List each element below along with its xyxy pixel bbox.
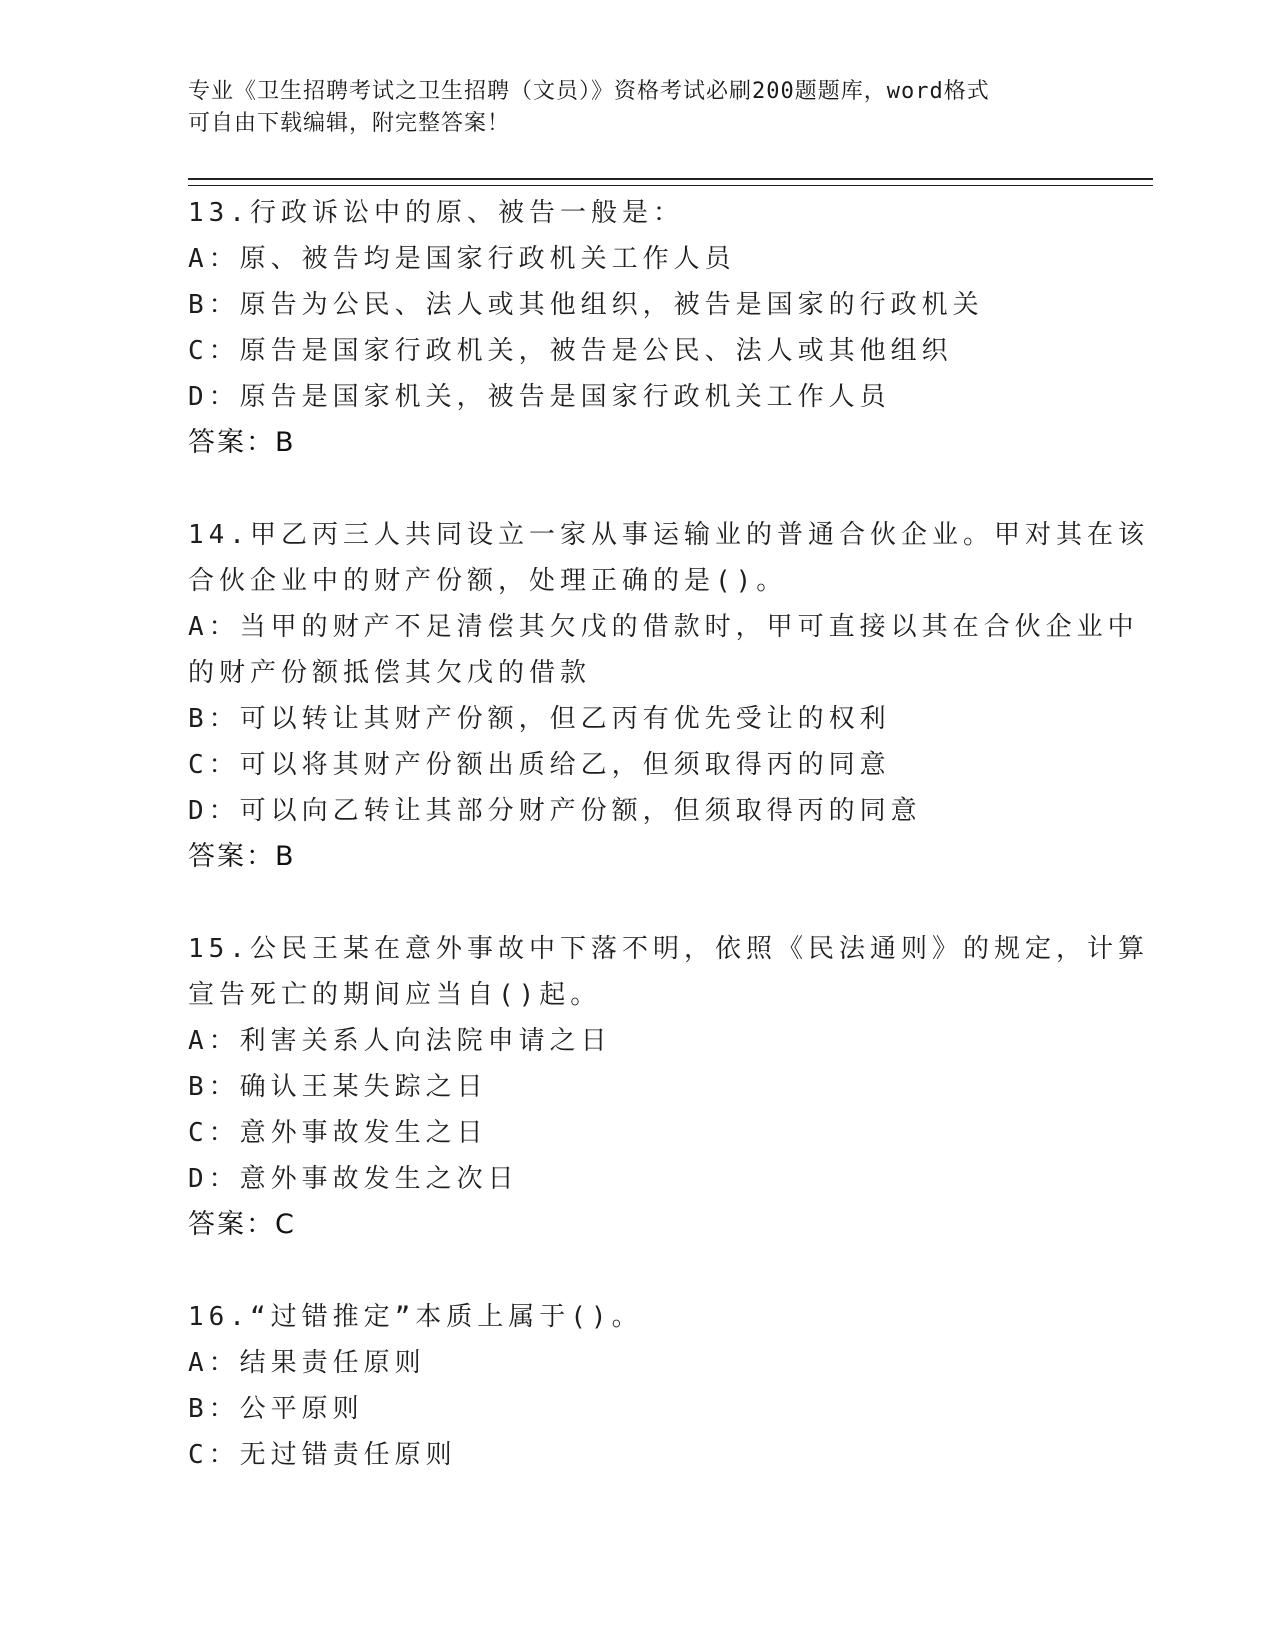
document-header	[188, 76, 1048, 140]
question-stem-line: 16.“过错推定”本质上属于()。	[188, 1302, 643, 1332]
question-option-line: A：原、被告均是国家行政机关工作人员	[188, 244, 736, 274]
question-item	[188, 512, 1149, 880]
question-option-line: C：原告是国家行政机关，被告是公民、法人或其他组织	[188, 336, 953, 366]
question-answer: 答案：B	[188, 427, 296, 458]
question-option-line: B：确认王某失踪之日	[188, 1072, 488, 1102]
question-stem-line: 宣告死亡的期间应当自()起。	[188, 980, 602, 1010]
question-option-line: 的财产份额抵偿其欠戊的借款	[188, 658, 592, 688]
question-answer: 答案：B	[188, 841, 296, 872]
question-list	[188, 190, 1149, 1524]
question-option-line: C：可以将其财产份额出质给乙，但须取得丙的同意	[188, 750, 891, 780]
question-answer: 答案：C	[188, 1209, 296, 1240]
header-line-2: 可自由下载编辑，附完整答案！	[188, 111, 511, 136]
question-stem-line: 合伙企业中的财产份额，处理正确的是()。	[188, 566, 788, 596]
question-option-line: B：公平原则	[188, 1394, 364, 1424]
question-option-line: C：意外事故发生之日	[188, 1118, 488, 1148]
question-stem-line: 15.公民王某在意外事故中下落不明，依照《民法通则》的规定，计算	[188, 934, 1149, 964]
question-option-line: C：无过错责任原则	[188, 1440, 457, 1470]
question-option-line: A：当甲的财产不足清偿其欠戊的借款时，甲可直接以其在合伙企业中	[188, 612, 1139, 642]
question-stem-line: 13.行政诉讼中的原、被告一般是：	[188, 198, 684, 228]
question-option-line: A：结果责任原则	[188, 1348, 426, 1378]
question-option-line: D：原告是国家机关，被告是国家行政机关工作人员	[188, 382, 891, 412]
document-page	[188, 0, 1158, 1650]
question-option-line: D：可以向乙转让其部分财产份额，但须取得丙的同意	[188, 796, 922, 826]
header-line-1: 专业《卫生招聘考试之卫生招聘（文员）》资格考试必刷200题题库，word格式	[188, 79, 990, 104]
question-option-line: B：可以转让其财产份额，但乙丙有优先受让的权利	[188, 704, 891, 734]
question-item	[188, 1294, 1088, 1478]
header-divider	[188, 178, 1153, 186]
question-option-line: D：意外事故发生之次日	[188, 1164, 519, 1194]
question-stem-line: 14.甲乙丙三人共同设立一家从事运输业的普通合伙企业。甲对其在该	[188, 520, 1149, 550]
question-item	[188, 926, 1149, 1248]
question-option-line: A：利害关系人向法院申请之日	[188, 1026, 612, 1056]
question-option-line: B：原告为公民、法人或其他组织，被告是国家的行政机关	[188, 290, 984, 320]
question-item	[188, 190, 1088, 466]
